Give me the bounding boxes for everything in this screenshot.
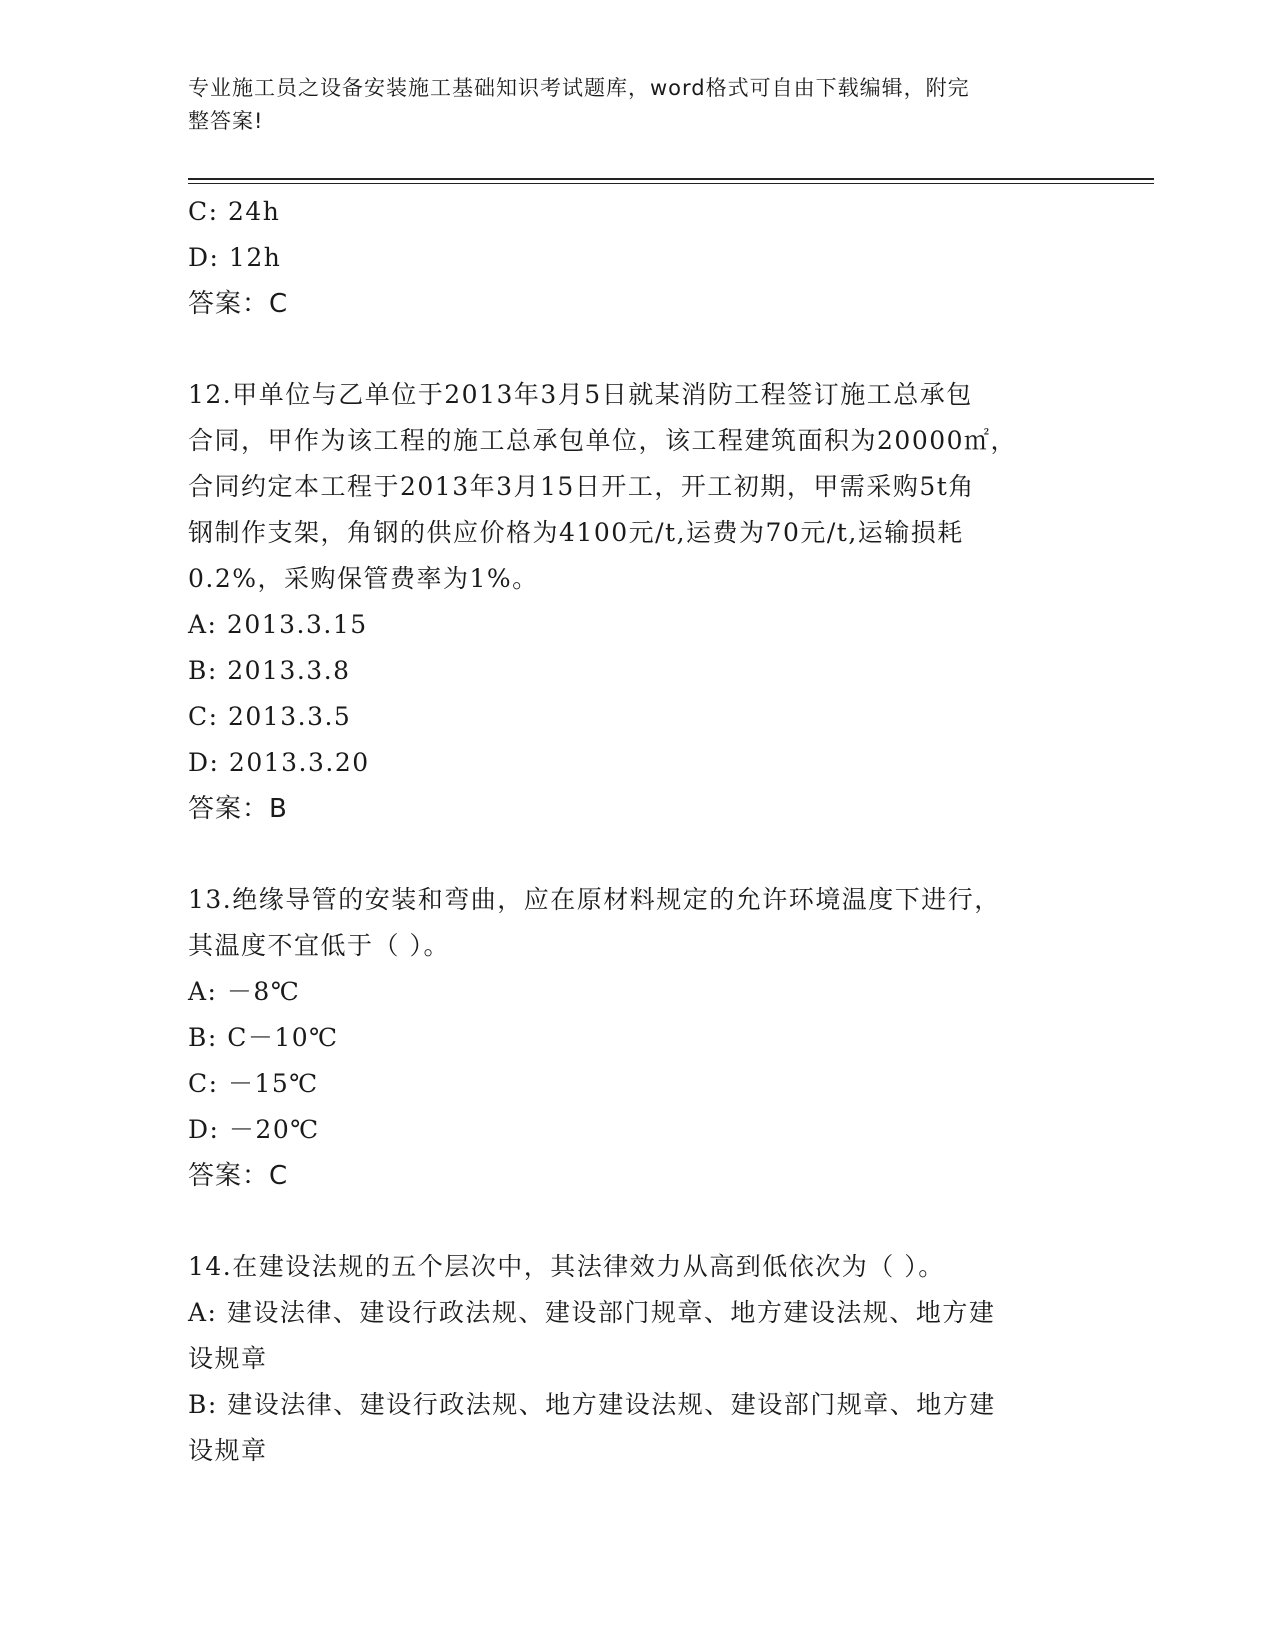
question-13 (188, 877, 1088, 1199)
answer: 答案：C (188, 1161, 289, 1191)
question-14 (188, 1244, 1088, 1474)
option-b: B: 2013.3.8 (188, 656, 351, 685)
question-list (188, 189, 1088, 1474)
question-stem-line: 合同约定本工程于2013年3月15日开工，开工初期，甲需采购5t角 (188, 472, 975, 501)
question-stem-line: 合同，甲作为该工程的施工总承包单位，该工程建筑面积为20000㎡， (188, 426, 1018, 455)
page-header (188, 72, 1068, 138)
option-d: D: 12h (188, 243, 282, 272)
question-12 (188, 372, 1088, 832)
question-stem-line: 0.2%，采购保管费率为1%。 (188, 564, 539, 593)
answer: 答案：B (188, 794, 288, 824)
option-c: C: －15℃ (188, 1069, 319, 1098)
option-c: C: 24h (188, 197, 281, 226)
header-rule-thin (188, 183, 1154, 184)
option-a: A: 2013.3.15 (188, 610, 368, 639)
option-b-line: B: 建设法律、建设行政法规、地方建设法规、建设部门规章、地方建 (188, 1390, 996, 1419)
option-b-line: 设规章 (188, 1436, 268, 1465)
option-d: D: 2013.3.20 (188, 748, 370, 777)
question-stem-line: 钢制作支架，角钢的供应价格为4100元/t,运费为70元/t,运输损耗 (188, 518, 964, 547)
header-rule-thick (188, 178, 1154, 180)
option-a-line: A: 建设法律、建设行政法规、建设部门规章、地方建设法规、地方建 (188, 1298, 996, 1327)
question-stem-line: 12.甲单位与乙单位于2013年3月5日就某消防工程签订施工总承包 (188, 380, 973, 409)
question-stem-line: 13.绝缘导管的安装和弯曲，应在原材料规定的允许环境温度下进行， (188, 885, 1001, 914)
question-stem-line: 其温度不宜低于（ ）。 (188, 931, 450, 960)
spacer (188, 832, 1088, 877)
option-b: B: C－10℃ (188, 1023, 339, 1052)
question-11 (188, 189, 1088, 327)
option-a-line: 设规章 (188, 1344, 268, 1373)
spacer (188, 1199, 1088, 1244)
header-title-line-2: 整答案! (188, 109, 264, 133)
option-d: D: －20℃ (188, 1115, 320, 1144)
spacer (188, 327, 1088, 372)
header-title-line-1: 专业施工员之设备安装施工基础知识考试题库，word格式可自由下载编辑，附完 (188, 76, 970, 100)
option-a: A: －8℃ (188, 977, 301, 1006)
question-stem-line: 14.在建设法规的五个层次中，其法律效力从高到低依次为（ ）。 (188, 1252, 945, 1281)
option-c: C: 2013.3.5 (188, 702, 352, 731)
answer: 答案：C (188, 289, 289, 319)
